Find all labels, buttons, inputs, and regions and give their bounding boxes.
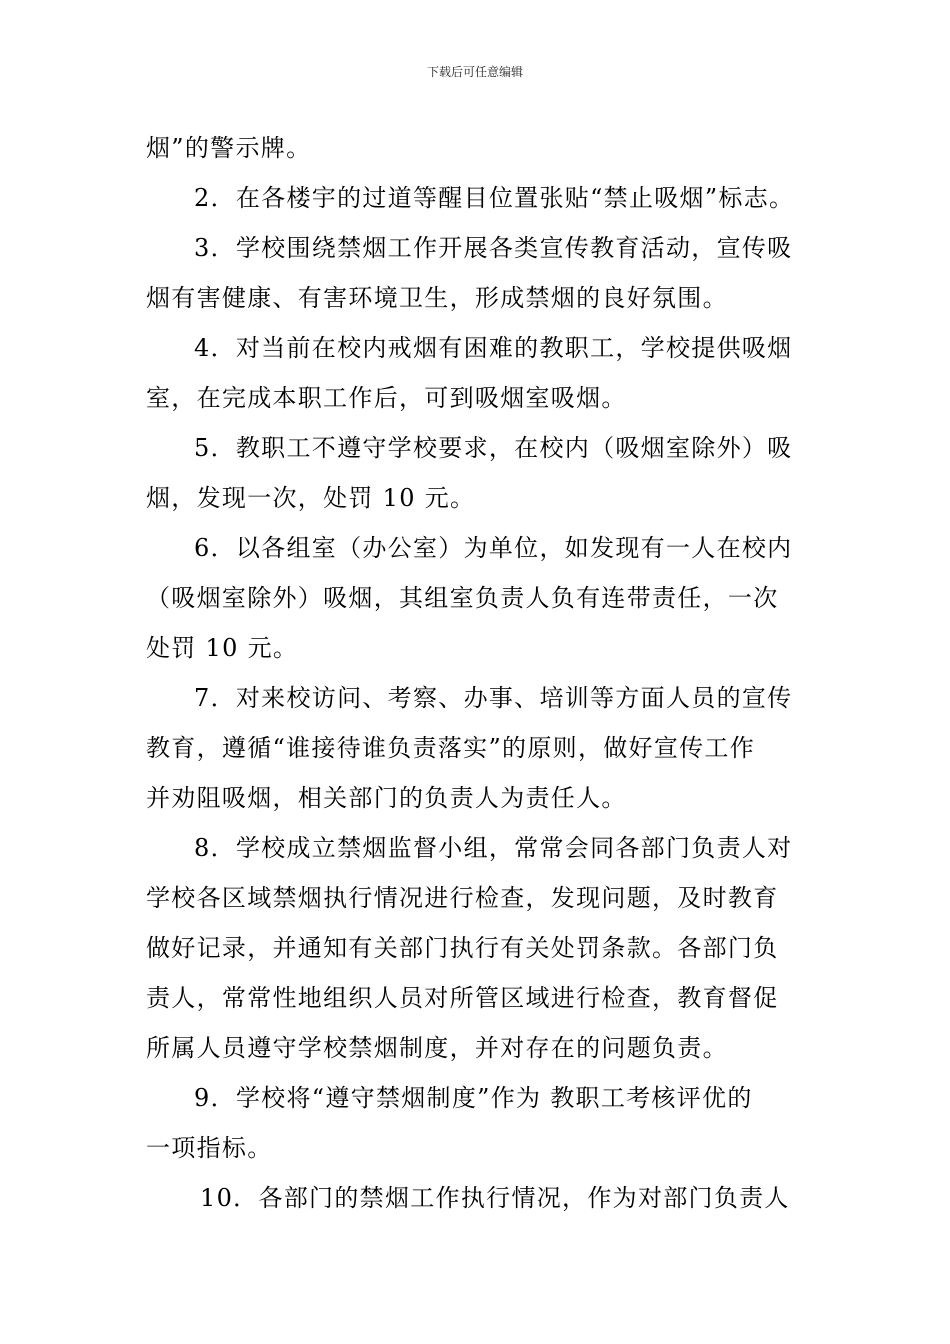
text-line: 一项指标。 <box>146 1134 273 1162</box>
text-line: 教育，遵循“谁接待谁负责落实”的原则，做好宣传工作 <box>146 734 756 762</box>
text-line: 烟”的警示牌。 <box>146 134 312 162</box>
text-line: （吸烟室除外）吸烟，其组室负责人负有连带责任，一次 <box>146 584 779 612</box>
text-line: 9．学校将“遵守禁烟制度”作为 教职工考核评优的 <box>194 1084 753 1112</box>
text-line: 7．对来校访问、考察、办事、培训等方面人员的宣传 <box>194 684 793 712</box>
text-line: 4．对当前在校内戒烟有困难的教职工，学校提供吸烟 <box>194 334 793 362</box>
text-line: 10．各部门的禁烟工作执行情况，作为对部门负责人 <box>200 1184 790 1212</box>
text-line: 8．学校成立禁烟监督小组，常常会同各部门负责人对 <box>194 834 793 862</box>
text-line: 烟，发现一次，处罚 10 元。 <box>146 484 476 512</box>
text-line: 6．以各组室（办公室）为单位，如发现有一人在校内 <box>194 534 793 562</box>
page-header: 下载后可任意编辑 <box>426 65 523 79</box>
text-line: 5．教职工不遵守学校要求，在校内（吸烟室除外）吸 <box>194 434 793 462</box>
text-line: 2．在各楼宇的过道等醒目位置张贴“禁止吸烟”标志。 <box>194 184 795 212</box>
text-line: 做好记录，并通知有关部门执行有关处罚条款。各部门负 <box>146 934 779 962</box>
text-line: 责人，常常性地组织人员对所管区域进行检查，教育督促 <box>146 984 779 1012</box>
text-line: 并劝阻吸烟，相关部门的负责人为责任人。 <box>146 784 627 812</box>
text-line: 所属人员遵守学校禁烟制度，并对存在的问题负责。 <box>146 1034 728 1062</box>
text-line: 室，在完成本职工作后，可到吸烟室吸烟。 <box>146 384 627 412</box>
text-line: 烟有害健康、有害环境卫生，形成禁烟的良好氛围。 <box>146 284 728 312</box>
text-line: 学校各区域禁烟执行情况进行检查，发现问题，及时教育 <box>146 884 779 912</box>
text-line: 3．学校围绕禁烟工作开展各类宣传教育活动，宣传吸 <box>194 234 793 262</box>
text-line: 处罚 10 元。 <box>146 634 299 662</box>
